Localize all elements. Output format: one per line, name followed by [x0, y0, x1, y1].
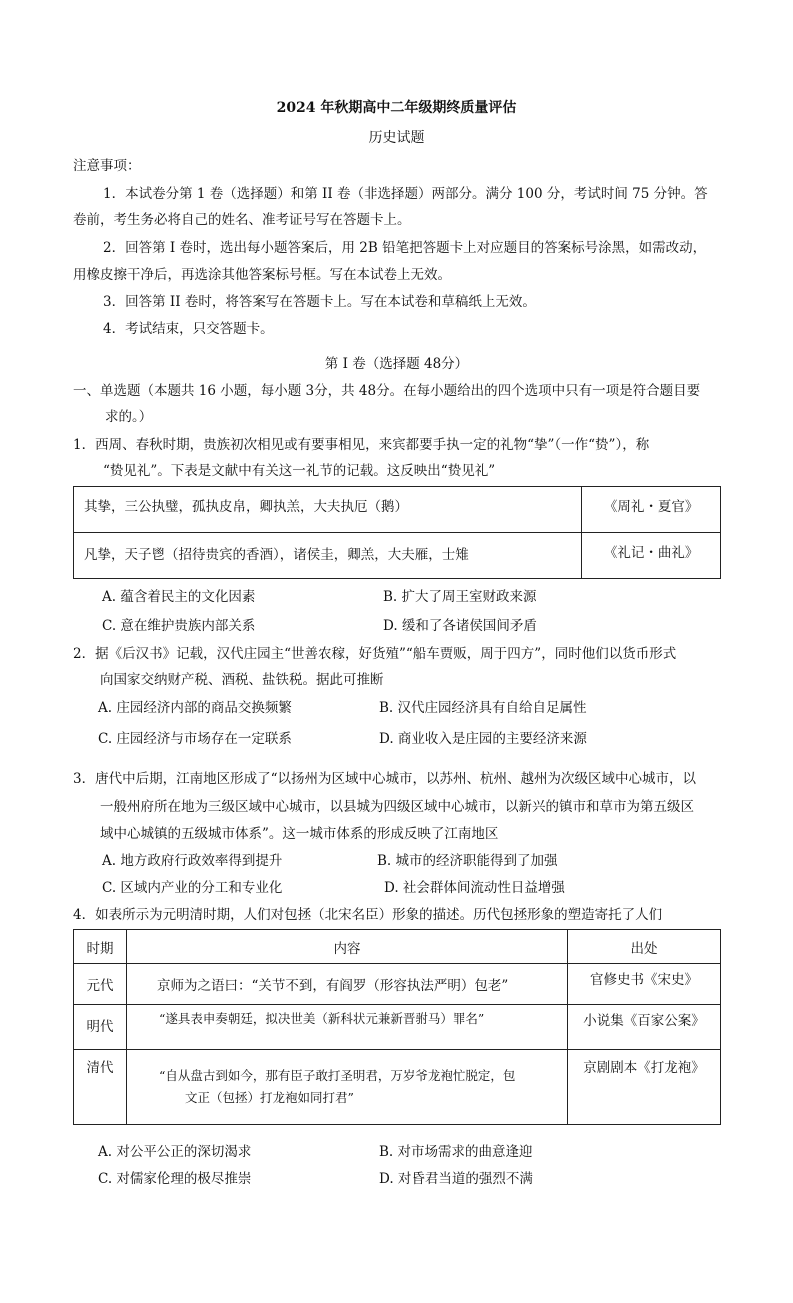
note-2a: 2．回答第 I 卷时，选出每小题答案后，用 2B 铅笔把答题卡上对应题目的答案标号涂黑，如需改动，: [103, 240, 707, 256]
q4-option-b[interactable]: B. 对市场需求的曲意逢迎: [379, 1144, 533, 1160]
note-2b: 用橡皮擦干净后，再选涂其他答案标号框。写在本试卷上无效。: [73, 267, 451, 283]
table-header-cell: 出处: [568, 930, 721, 964]
q3-stem-a: 3．唐代中后期，江南地区形成了“以扬州为区域中心城市，以苏州、杭州、越州为次级区域中心城市，以: [73, 771, 696, 787]
q1-option-b[interactable]: B. 扩大了周王室财政来源: [383, 589, 537, 605]
q2-option-c[interactable]: C. 庄园经济与市场存在一定联系: [98, 731, 292, 747]
table-cell: 《周礼・夏官》: [582, 487, 721, 533]
table-cell: 凡挚，天子鬯（招待贵宾的香酒），诸侯圭，卿羔，大夫雁，士雉: [74, 533, 582, 579]
exam-title: 2024 年秋期高中二年级期终质量评估: [276, 100, 517, 116]
note-1a: 1．本试卷分第 1 卷（选择题）和第 II 卷（非选择题）两部分。满分 100 分，考试时间 75 分钟。答: [103, 186, 708, 202]
q3-option-b[interactable]: B. 城市的经济职能得到了加强: [377, 853, 558, 869]
q3-option-d[interactable]: D. 社会群体间流动性日益增强: [384, 880, 565, 896]
q1-option-c[interactable]: C. 意在维护贵族内部关系: [102, 618, 256, 634]
table-cell: 京师为之语曰：“关节不到，有阎罗（形容执法严明）包老”: [127, 964, 568, 1005]
table-row: [74, 1050, 721, 1125]
table-header-cell: 内容: [127, 930, 568, 964]
q3-option-c[interactable]: C. 区域内产业的分工和专业化: [102, 880, 283, 896]
table-cell: “自从盘古到如今，那有臣子敢打圣明君，万岁爷龙袍忙脱定，包 文正（包拯）打龙袍如同打君”: [127, 1050, 568, 1125]
table-row: [74, 1005, 721, 1050]
q2-option-a[interactable]: A. 庄园经济内部的商品交换频繁: [98, 700, 292, 716]
table-row: [74, 487, 721, 533]
section-title: 第 I 卷（选择题 48分）: [324, 356, 469, 372]
note-1b: 卷前，考生务必将自己的姓名、准考证号写在答题卡上。: [73, 212, 411, 228]
q3-option-a[interactable]: A. 地方政府行政效率得到提升: [102, 853, 283, 869]
q3-stem-b: 一般州府所在地为三级区域中心城市，以县城为四级区域中心城市，以新兴的镇市和草市为第五级区: [100, 799, 694, 815]
table-cell: 明代: [74, 1005, 127, 1050]
note-3: 3．回答第 II 卷时，将答案写在答题卡上。写在本试卷和草稿纸上无效。: [103, 294, 536, 310]
table-cell: 清代: [74, 1050, 127, 1125]
q4-stem-a: 4．如表所示为元明清时期，人们对包拯（北宋名臣）形象的描述。历代包拯形象的塑造寄托了人们: [73, 907, 663, 923]
table-cell: 其挚，三公执璧，孤执皮帛，卿执羔，大夫执厄（鹅）: [74, 487, 582, 533]
table-cell: 京剧剧本《打龙袍》: [568, 1050, 721, 1125]
section-intro-b: 求的。）: [105, 409, 153, 425]
q4-table: [73, 929, 721, 1125]
q4-option-c[interactable]: C. 对儒家伦理的极尽推崇: [98, 1171, 252, 1187]
q2-option-b[interactable]: B. 汉代庄园经济具有自给自足属性: [379, 700, 587, 716]
table-row: [74, 964, 721, 1005]
section-intro-a: 一、单选题（本题共 16 小题，每小题 3分，共 48分。在每小题给出的四个选项中只有一项是符合题目要: [73, 383, 701, 399]
q3-stem-c: 域中心城镇的五级城市体系”。这一城市体系的形成反映了江南地区: [100, 826, 499, 842]
table-header-cell: 时期: [74, 930, 127, 964]
q2-stem-b: 向国家交纳财产税、酒税、盐铁税。据此可推断: [100, 672, 384, 688]
table-row: [74, 533, 721, 579]
table-cell: 官修史书《宋史》: [568, 964, 721, 1005]
table-cell: 小说集《百家公案》: [568, 1005, 721, 1050]
table-header-row: [74, 930, 721, 964]
exam-subtitle: 历史试题: [368, 130, 425, 146]
note-4: 4．考试结束，只交答题卡。: [103, 321, 274, 337]
table-cell: 《礼记・曲礼》: [582, 533, 721, 579]
q2-option-d[interactable]: D. 商业收入是庄园的主要经济来源: [379, 731, 587, 747]
q1-option-a[interactable]: A. 蕴含着民主的文化因素: [102, 589, 256, 605]
q4-option-d[interactable]: D. 对昏君当道的强烈不满: [379, 1171, 533, 1187]
table-cell: 元代: [74, 964, 127, 1005]
q4-option-a[interactable]: A. 对公平公正的深切渴求: [98, 1144, 252, 1160]
q1-table: [73, 486, 721, 579]
notes-label: 注意事项：: [73, 158, 141, 174]
table-cell: “遂具表申奏朝廷，拟决世美（新科状元兼新晋驸马）罪名”: [127, 1005, 568, 1050]
q2-stem-a: 2．据《后汉书》记载，汉代庄园主“世善农稼，好货殖”“船车贾贩，周于四方”，同时他们以货币形式: [73, 646, 677, 662]
q1-option-d[interactable]: D. 缓和了各诸侯国间矛盾: [383, 618, 537, 634]
q1-stem-a: 1．西周、春秋时期，贵族初次相见或有要事相见，来宾都要手执一定的礼物“挚”（一作“贽”），称: [73, 437, 650, 453]
q1-stem-b: “贽见礼”。下表是文献中有关这一礼节的记载。这反映出“贽见礼”: [103, 463, 496, 479]
